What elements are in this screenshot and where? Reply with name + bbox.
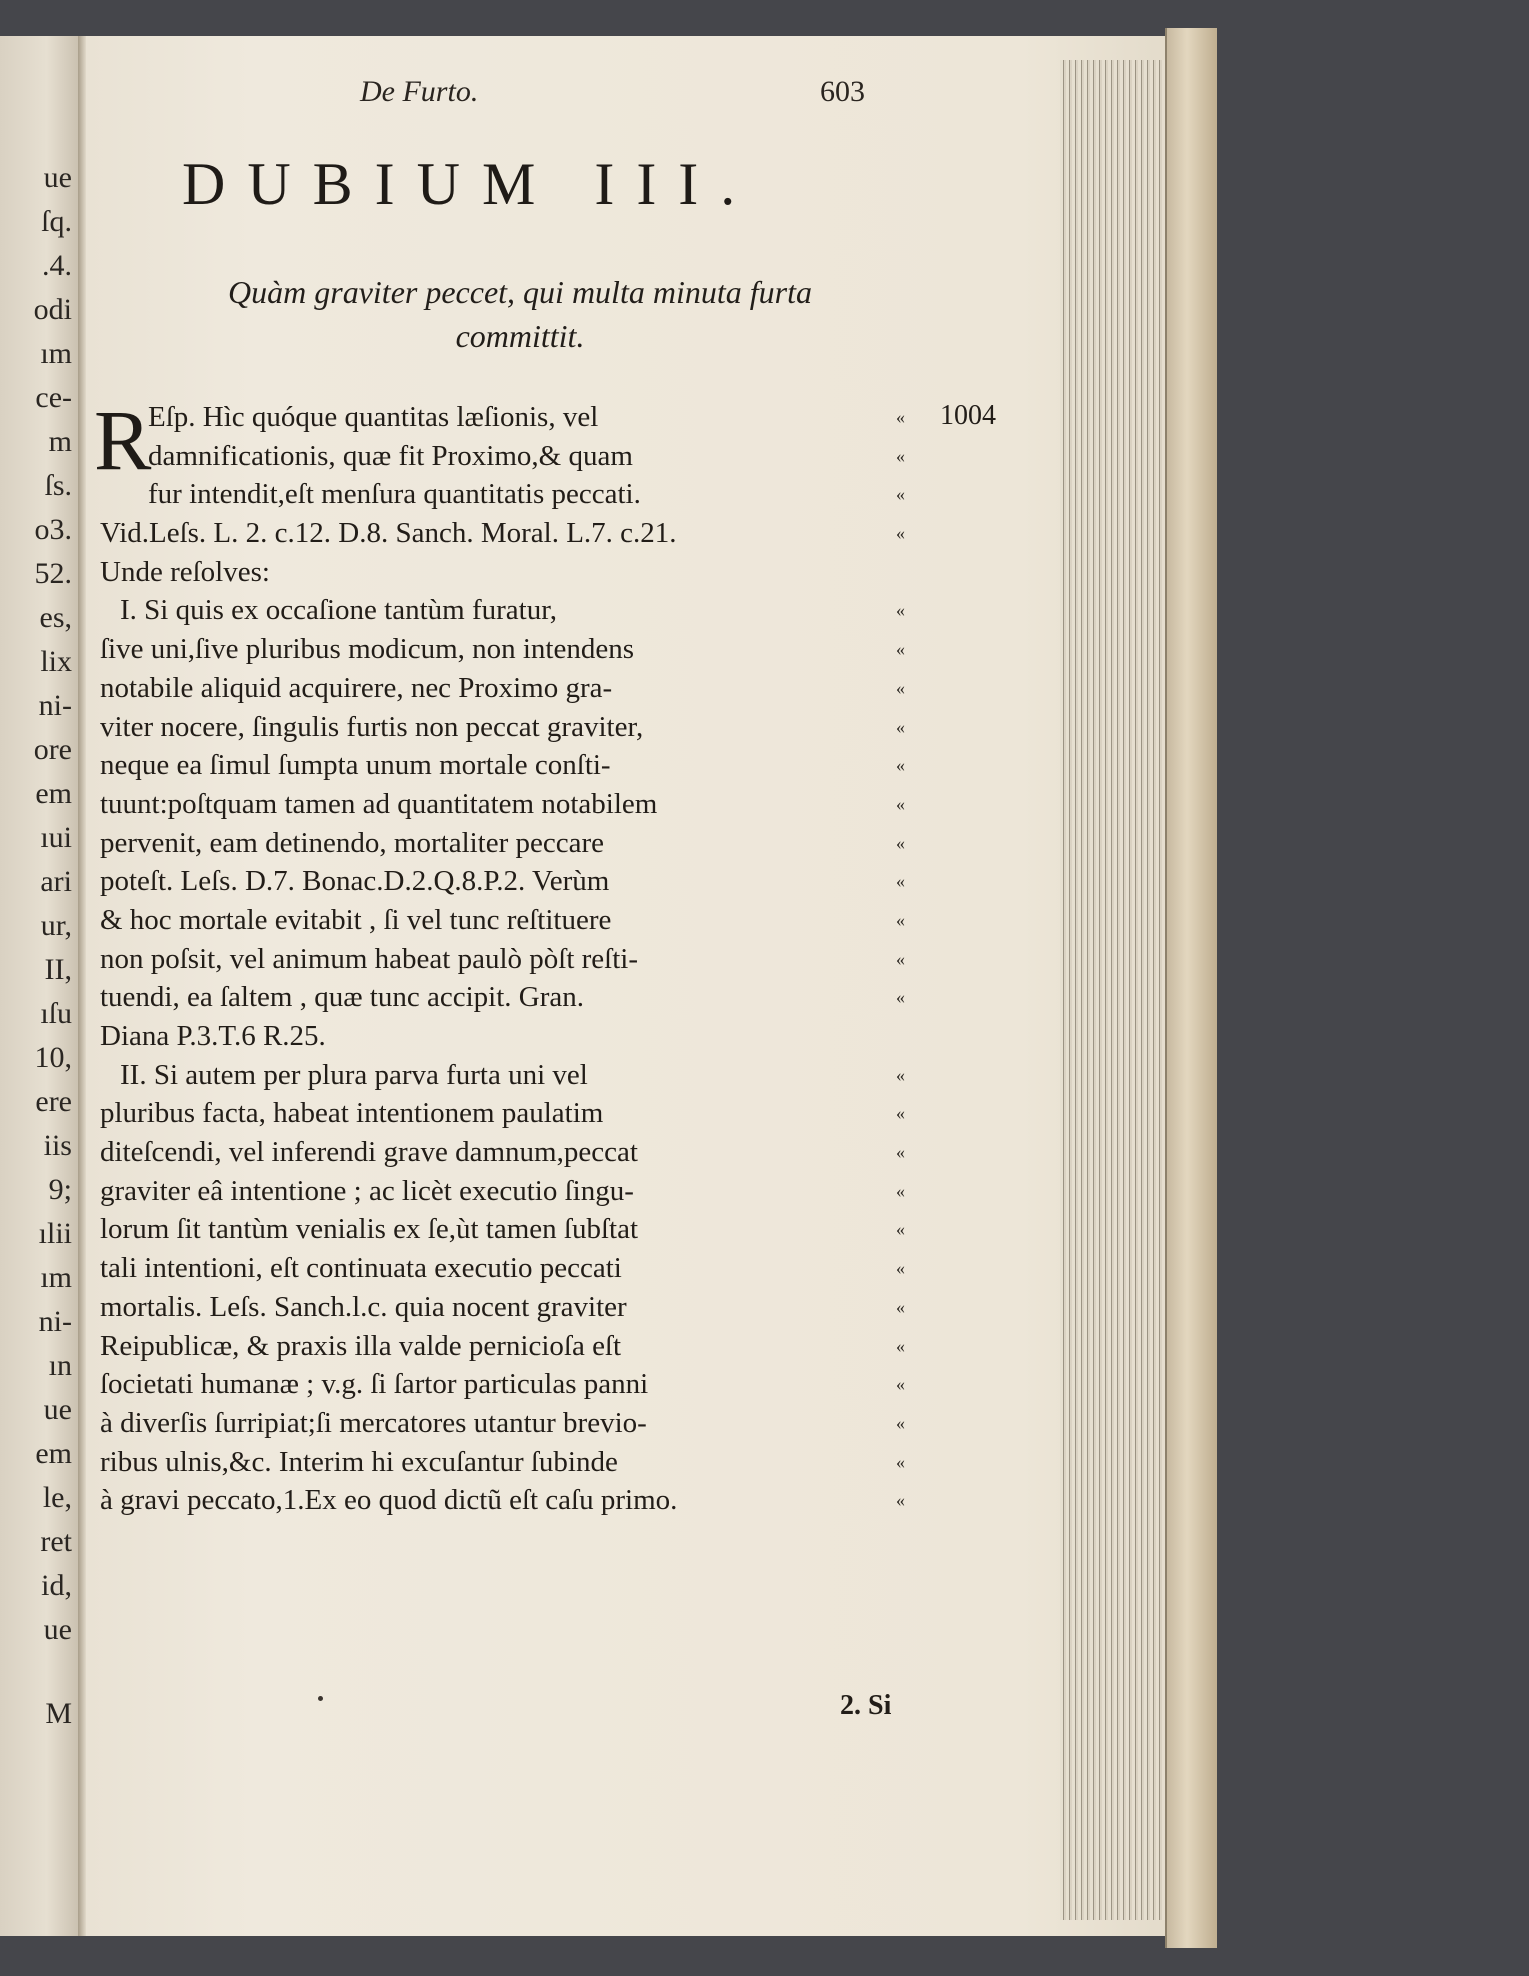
fragment: ue	[43, 1613, 72, 1646]
ink-dot	[318, 1696, 323, 1701]
text-line: poteſt. Leſs. D.7. Bonac.D.2.Q.8.P.2. Verùm «	[100, 865, 905, 898]
fragment: ue	[43, 1393, 72, 1426]
text-line: ribus ulnis,&c. Interim hi excuſantur ſubinde «	[100, 1445, 905, 1478]
text-line: ſocietati humanæ ; v.g. ſi ſartor particulas panni «	[100, 1368, 905, 1401]
fragment: em	[35, 1437, 72, 1470]
fragment: ıui	[40, 821, 72, 854]
text-line: Vid.Leſs. L. 2. c.12. D.8. Sanch. Moral. L.7. c.21. «	[100, 517, 905, 550]
page-number: 603	[820, 75, 865, 108]
fragment: odi	[33, 293, 72, 326]
fragment: id,	[41, 1569, 72, 1602]
text-line: notabile aliquid acquirere, nec Proximo gra- «	[100, 671, 905, 704]
fragment: es,	[39, 601, 72, 634]
fragment: m	[48, 425, 72, 458]
text-line: graviter eâ intentione ; ac licèt executio ſingu- «	[100, 1174, 905, 1207]
fragment: o3.	[34, 513, 72, 546]
running-title: De Furto.	[360, 75, 479, 108]
text-line: tuunt:poſtquam tamen ad quantitatem notabilem «	[100, 787, 905, 820]
section-subtitle	[110, 270, 930, 358]
left-page-fragments	[0, 156, 78, 1736]
fragment: ni-	[38, 1305, 72, 1338]
fragment: ur,	[40, 909, 72, 942]
fragment: .4.	[42, 249, 72, 282]
text-line: non poſsit, vel animum habeat paulò pòſt reſti- «	[100, 942, 905, 975]
margin-reference-number: 1004	[940, 400, 996, 431]
fragment: ılii	[38, 1217, 72, 1250]
fragment: 52.	[34, 557, 72, 590]
fragment: ari	[40, 865, 72, 898]
fragment: ue	[43, 161, 72, 194]
page-stack-edges	[1060, 60, 1180, 1920]
text-line: diteſcendi, vel inferendi grave damnum,peccat «	[100, 1136, 905, 1169]
fragment: ıſu	[40, 997, 72, 1030]
fragment: ın	[48, 1349, 72, 1382]
text-line: Eſp. Hìc quóque quantitas læſionis, vel «	[148, 401, 905, 433]
fragment: ım	[40, 337, 72, 370]
left-facing-page	[0, 36, 78, 1936]
text-line: viter nocere, ſingulis furtis non peccat graviter, «	[100, 710, 905, 743]
text-line: tuendi, ea ſaltem , quæ tunc accipit. Gran. «	[100, 981, 905, 1014]
fragment: le,	[42, 1481, 72, 1514]
fragment: ore	[33, 733, 72, 766]
text-line: ſive uni,ſive pluribus modicum, non intendens «	[100, 633, 905, 666]
fragment: II,	[44, 953, 72, 986]
fragment: em	[35, 777, 72, 810]
fragment: ce-	[35, 381, 72, 414]
fragment: iis	[43, 1129, 72, 1162]
fragment: 10,	[34, 1041, 72, 1074]
text-line: mortalis. Leſs. Sanch.l.c. quia nocent graviter «	[100, 1290, 905, 1323]
left-signature-mark: M	[45, 1697, 72, 1730]
text-line: & hoc mortale evitabit , ſi vel tunc reſtituere «	[100, 903, 905, 936]
drop-cap: R	[94, 392, 152, 488]
fragment: 9;	[48, 1173, 72, 1206]
subtitle-line: Quàm graviter peccet, qui multa minuta furta	[228, 274, 812, 310]
text-line: fur intendit,eſt menſura quantitatis peccati. «	[148, 478, 905, 511]
text-line: Unde reſolves:	[100, 555, 270, 588]
catchword: 2. Si	[840, 1690, 892, 1721]
body-text	[94, 392, 920, 1520]
fragment: ſs.	[44, 469, 72, 502]
fragment: lix	[40, 645, 72, 678]
fragment: ım	[40, 1261, 72, 1294]
text-line: Diana P.3.T.6 R.25.	[100, 1020, 326, 1052]
fragment: ere	[35, 1085, 72, 1118]
running-head	[360, 75, 880, 115]
text-line: damnificationis, quæ fit Proximo,& quam «	[148, 439, 905, 472]
text-line: II. Si autem per plura parva furta uni vel «	[120, 1058, 905, 1091]
subtitle-line: committit.	[455, 318, 585, 354]
text-line: pervenit, eam detinendo, mortaliter peccare «	[100, 826, 905, 859]
fragment: ni-	[38, 689, 72, 722]
text-line: pluribus facta, habeat intentionem paulatim «	[100, 1097, 905, 1130]
text-line: à gravi peccato,1.Ex eo quod dictũ eſt caſu primo. «	[100, 1484, 905, 1517]
text-line: I. Si quis ex occaſione tantùm furatur, «	[120, 594, 905, 627]
text-line: neque ea ſimul ſumpta unum mortale conſti- «	[100, 749, 905, 782]
fragment: ſq.	[41, 205, 72, 238]
section-heading: DUBIUM III.	[182, 151, 758, 217]
text-line: à diverſis ſurripiat;ſi mercatores utantur brevio- «	[100, 1406, 905, 1439]
book-binding	[1165, 28, 1217, 1948]
fragment: ret	[40, 1525, 72, 1558]
text-line: tali intentioni, eſt continuata executio peccati «	[100, 1252, 905, 1285]
text-line: lorum ſit tantùm venialis ex ſe,ùt tamen ſubſtat «	[100, 1213, 905, 1246]
text-line: Reipublicæ, & praxis illa valde pernicioſa eſt «	[100, 1329, 905, 1362]
